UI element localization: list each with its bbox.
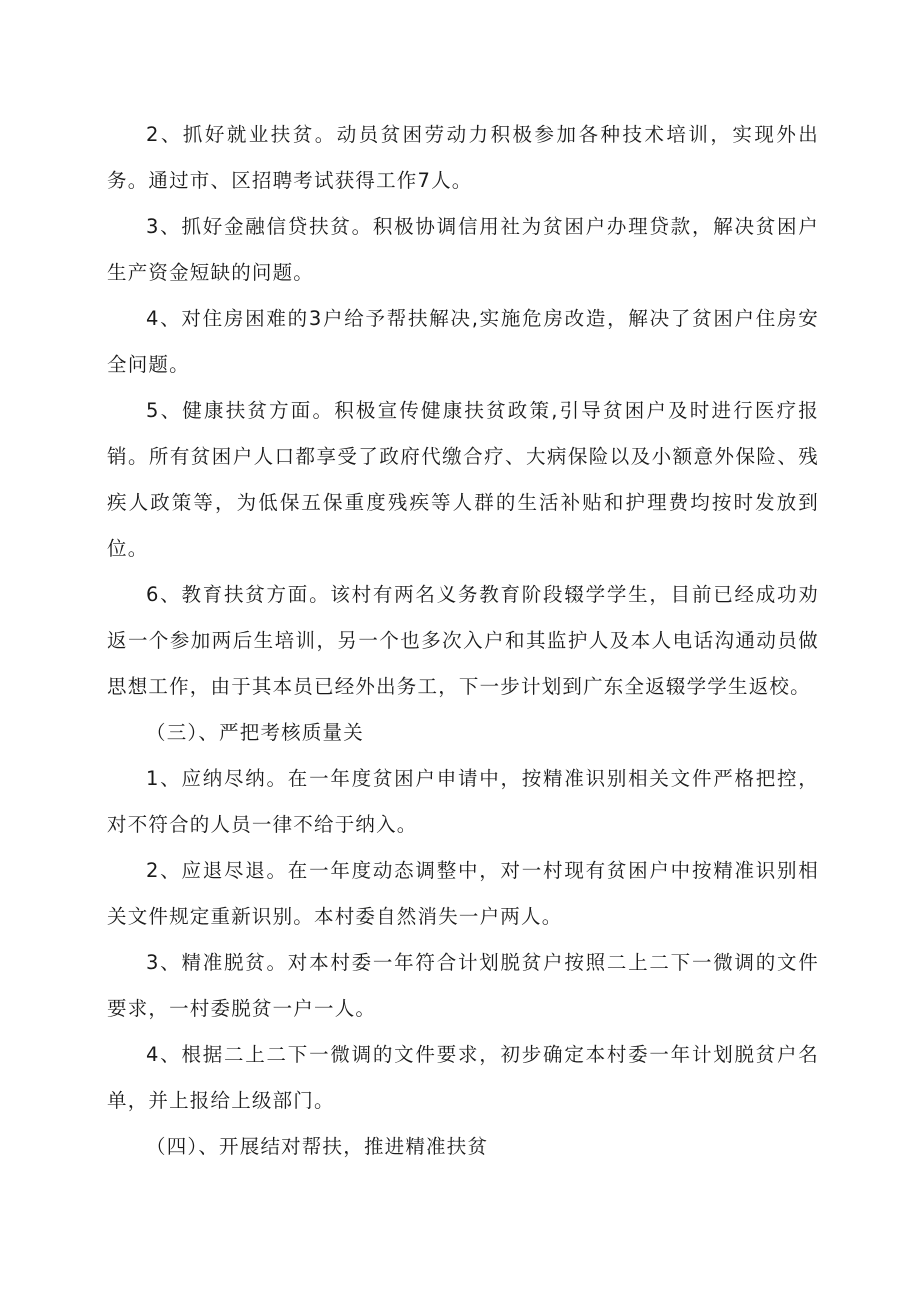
paragraph-exit-list-report: 4、根据二上二下一微调的文件要求，初步确定本村委一年计划脱贫户名单，并上报给上级部门。 [107,1043,819,1112]
section-heading-assessment-quality: （三）、严把考核质量关 [146,721,364,744]
paragraph-include-all-eligible: 1、应纳尽纳。在一年度贫困户申请中，按精准识别相关文件严格把控，对不符合的人员一律不给于纳入。 [107,767,819,836]
paragraph-education-poverty-alleviation: 6、教育扶贫方面。该村有两名义务教育阶段辍学学生，目前已经成功劝返一个参加两后生培训，另一个也多次入户和其监护人及本人电话沟通动员做思想工作，由于其本员已经外出务工，下一步计划到广东全返辍学学生返校。 [107,583,819,698]
document-body [107,112,819,1170]
paragraph-precise-poverty-exit: 3、精准脱贫。对本村委一年符合计划脱贫户按照二上二下一微调的文件要求，一村委脱贫一户一人。 [107,951,819,1020]
paragraph-employment-poverty-alleviation: 2、抓好就业扶贫。动员贫困劳动力积极参加各种技术培训，实现外出务。通过市、区招聘考试获得工作7人。 [107,123,819,192]
section-heading-paired-assistance: （四）、开展结对帮扶，推进精准扶贫 [146,1135,489,1158]
paragraph-housing-assistance: 4、对住房困难的3户给予帮扶解决,实施危房改造，解决了贫困户住房安全问题。 [107,307,819,376]
paragraph-exit-all-ineligible: 2、应退尽退。在一年度动态调整中，对一村现有贫困户中按精准识别相关文件规定重新识别。本村委自然消失一户两人。 [107,859,819,928]
paragraph-health-poverty-alleviation: 5、健康扶贫方面。积极宣传健康扶贫政策,引导贫困户及时进行医疗报销。所有贫困户人口都享受了政府代缴合疗、大病保险以及小额意外保险、残疾人政策等，为低保五保重度残疾等人群的生活补贴和护理费均按时发放到位。 [107,399,819,560]
paragraph-financial-credit-poverty-alleviation: 3、抓好金融信贷扶贫。积极协调信用社为贫困户办理贷款，解决贫困户生产资金短缺的问题。 [107,215,819,284]
